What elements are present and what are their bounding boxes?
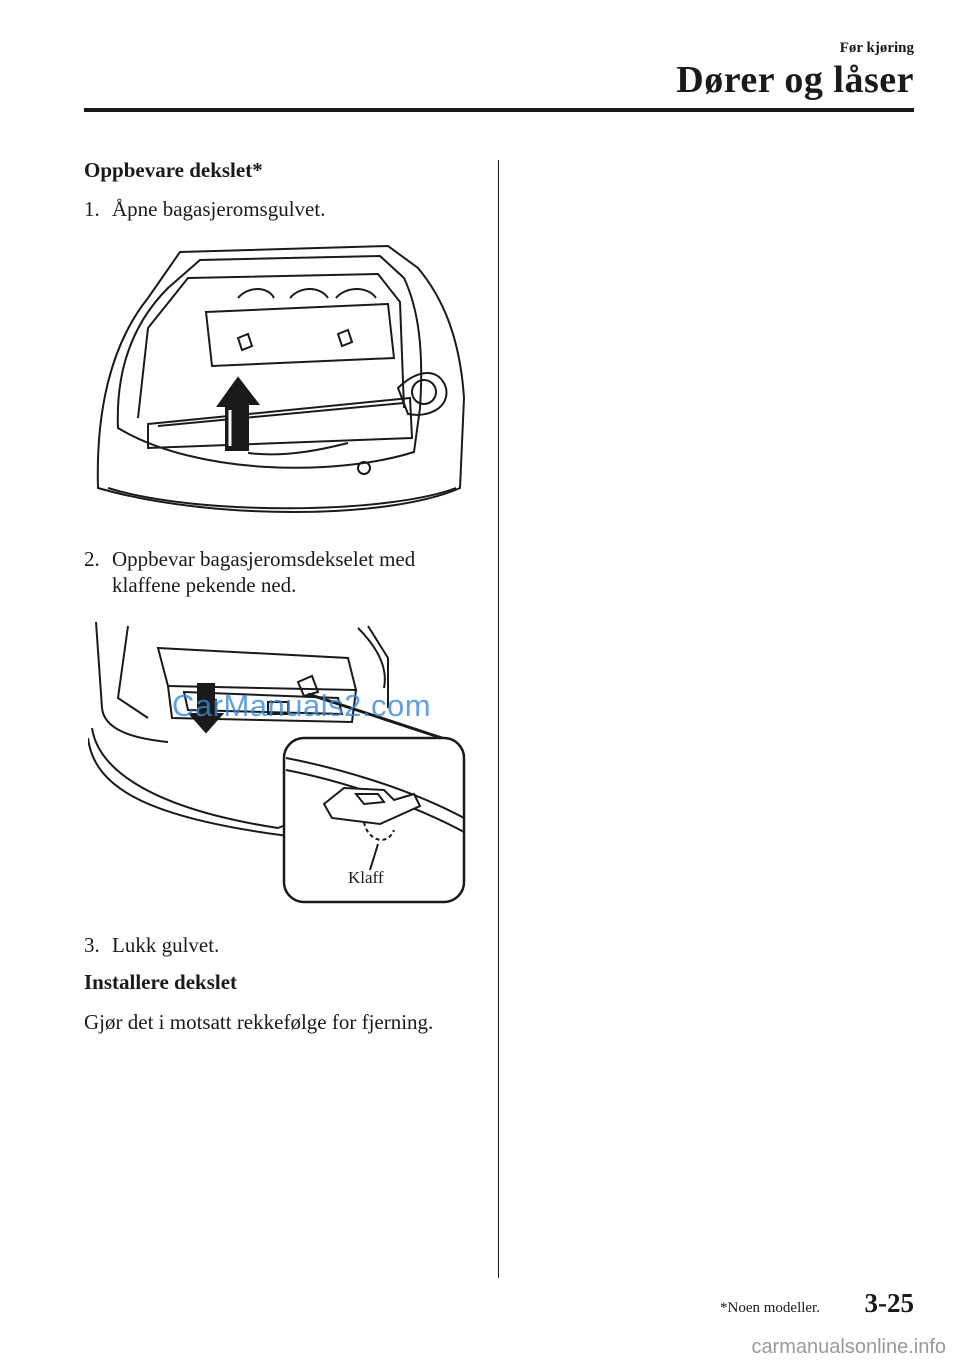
step-text: Lukk gulvet. [112,933,220,957]
step-number: 1. [84,197,100,221]
callout-label-klaff: Klaff [348,868,384,887]
step-number: 2. [84,547,100,571]
heading-store-cover: Oppbevare dekslet* [84,158,263,182]
header-rule [84,108,914,112]
header-section: Før kjøring [839,40,914,56]
page-number: 3-25 [864,1288,914,1318]
figure-store-cover [88,618,470,908]
step-number: 3. [84,933,100,957]
footer-note: *Noen modeller. [720,1300,820,1316]
figure-open-floor [88,238,468,524]
column-divider [498,160,499,1278]
site-watermark: carmanualsonline.info [751,1336,946,1358]
header-chapter-title: Dører og låser [676,59,914,101]
step-text: Åpne bagasjeromsgulvet. [112,197,326,221]
step-text: Oppbevar bagasjeromsdekselet med klaffene pekende ned. [112,547,416,597]
heading-install-cover: Installere dekslet [84,970,238,994]
watermark-text: CarManuals2.com [172,688,432,723]
install-paragraph: Gjør det i motsatt rekkefølge for fjerning. [84,1010,434,1034]
